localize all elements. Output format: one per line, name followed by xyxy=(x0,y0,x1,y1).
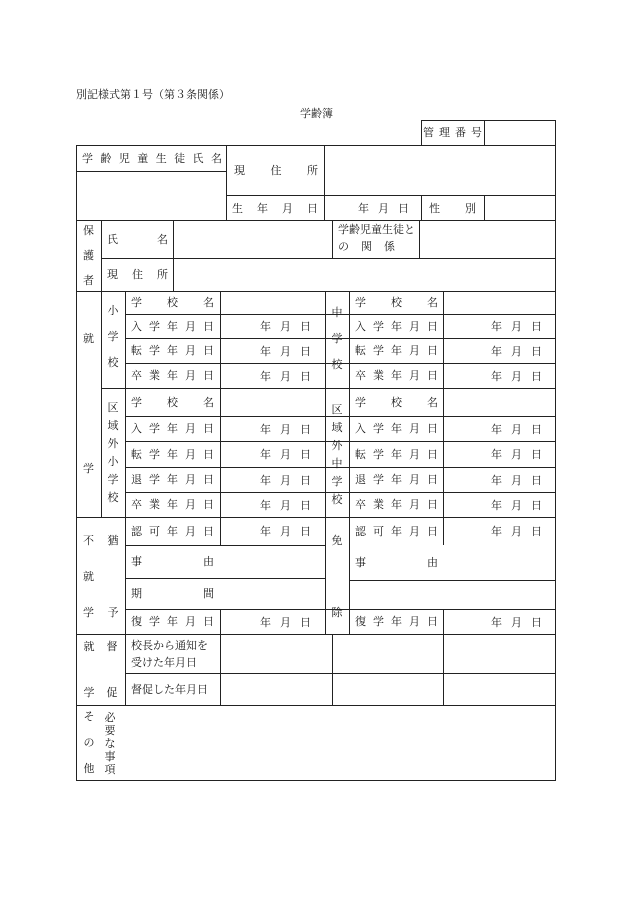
mid-admission-ymd: 年月日 xyxy=(491,320,551,333)
elem-graduation-ymd: 年月日 xyxy=(260,369,320,383)
elem-out-admission-date[interactable] xyxy=(226,416,320,441)
sex-field[interactable] xyxy=(488,198,552,218)
notice-field-2[interactable] xyxy=(336,637,440,670)
mid-out-transfer-ymd: 年月日 xyxy=(491,448,551,461)
urge-section-right xyxy=(105,640,119,700)
postpone-reason-label: 事 由 xyxy=(131,555,214,568)
mid-out-graduation-ymd: 年月日 xyxy=(491,498,551,512)
other-items-label: 必 要 な 事 項 xyxy=(104,710,116,776)
elem-school-label: 小 学 校 xyxy=(107,304,119,369)
kanri-value-field[interactable] xyxy=(488,122,552,143)
elem-school-name-label: 学 校 名 xyxy=(131,296,214,309)
elem-out-graduation-date[interactable] xyxy=(226,492,320,517)
elem-admission-ymd: 年月日 xyxy=(260,320,320,333)
exempt-label: 免 除 xyxy=(331,534,343,619)
mid-out-withdrawal-ymd: 年月日 xyxy=(491,473,551,487)
elem-school-name-field[interactable] xyxy=(224,293,322,312)
exempt-permit-ymd: 年月日 xyxy=(491,525,551,538)
elem-out-transfer-date[interactable] xyxy=(226,441,320,467)
postpone-period-field[interactable] xyxy=(224,581,322,606)
elem-out-name-label: 学 校 名 xyxy=(131,395,214,409)
elem-out-admission-ymd: 年月日 xyxy=(260,422,320,436)
exempt-reinstate-ymd: 年月日 xyxy=(491,615,551,629)
urged-field-3[interactable] xyxy=(447,676,552,702)
postpone-permit-label: 認 可 年 月 日 xyxy=(131,524,214,538)
guardian-name-field[interactable] xyxy=(177,223,329,255)
urged-field-1[interactable] xyxy=(224,676,329,702)
reinstate-ymd: 年月日 xyxy=(260,615,320,629)
elem-admission-label: 入 学 年 月 日 xyxy=(131,319,214,333)
elem-admission-date[interactable] xyxy=(226,314,320,338)
student-address-label: 現 住 所 xyxy=(234,163,318,177)
form-id: 別記様式第１号（第３条関係） xyxy=(76,88,230,101)
mid-school-label: 中 学 校 xyxy=(331,306,343,371)
mid-out-withdrawal-label: 退 学 年 月 日 xyxy=(355,473,438,486)
notice-label xyxy=(131,637,219,671)
elem-out-withdrawal-ymd: 年月日 xyxy=(260,473,320,487)
elem-out-withdrawal-label: 退 学 年 月 日 xyxy=(131,473,214,486)
postpone-reason-field[interactable] xyxy=(224,548,322,575)
elem-out-transfer-ymd: 年月日 xyxy=(260,448,320,461)
elem-out-name-field[interactable] xyxy=(224,391,322,413)
mid-graduation-ymd: 年月日 xyxy=(491,369,551,383)
postpone-permit-ymd: 年月日 xyxy=(260,525,320,538)
postpone-permit-date[interactable] xyxy=(226,517,320,545)
elem-out-graduation-ymd: 年月日 xyxy=(260,498,320,512)
urge-section-label xyxy=(76,634,125,705)
birth-label: 生 年 月 日 xyxy=(232,201,318,215)
birth-ymd: 年月日 xyxy=(358,202,418,215)
notice-line1: 校長から通知を xyxy=(131,639,208,652)
shugaku-section-label: 就 学 xyxy=(83,332,94,475)
mid-school-name-label: 学 校 名 xyxy=(355,296,438,309)
postpone-label: 猶 予 xyxy=(107,534,119,619)
elem-transfer-date[interactable] xyxy=(226,338,320,363)
kanri-label: 管 理 番 号 xyxy=(423,126,482,139)
mid-transfer-label: 転 学 年 月 日 xyxy=(355,344,438,357)
mid-out-admission-label: 入 学 年 月 日 xyxy=(355,422,438,435)
reinstate-date[interactable] xyxy=(226,609,320,634)
mid-transfer-ymd: 年月日 xyxy=(491,344,551,358)
elem-transfer-ymd: 年月日 xyxy=(260,344,320,358)
elem-out-transfer-label: 転 学 年 月 日 xyxy=(131,447,214,461)
mid-out-graduation-label: 卒 業 年 月 日 xyxy=(355,498,438,511)
mid-out-admission-date[interactable] xyxy=(449,416,551,441)
urge-shu: 就 学 xyxy=(83,640,95,699)
exempt-reason-field[interactable] xyxy=(447,548,552,577)
elem-graduation-date[interactable] xyxy=(226,363,320,388)
exempt-reinstate-label: 復 学 年 月 日 xyxy=(355,615,438,628)
exempt-permit-label: 認 可 年 月 日 xyxy=(355,524,438,538)
guardian-address-field[interactable] xyxy=(177,261,552,288)
mid-out-withdrawal-date[interactable] xyxy=(449,467,551,492)
mid-out-name-label: 学 校 名 xyxy=(355,395,438,409)
exempt-permit-date[interactable] xyxy=(449,517,551,545)
form-title: 学齢簿 xyxy=(300,107,333,120)
exempt-reason-label: 事 由 xyxy=(355,556,438,569)
guardian-name-label: 氏 名 xyxy=(107,232,168,246)
notice-field-3[interactable] xyxy=(447,637,552,670)
mid-graduation-label: 卒 業 年 月 日 xyxy=(355,369,438,382)
mid-school-name-field[interactable] xyxy=(447,293,552,312)
guardian-address-label: 現 住 所 xyxy=(107,268,168,281)
sex-label: 性 別 xyxy=(429,201,476,215)
relation-label xyxy=(338,221,418,255)
postpone-period-label: 期 間 xyxy=(131,587,214,600)
mid-transfer-date[interactable] xyxy=(449,338,551,363)
notice-field-1[interactable] xyxy=(224,637,329,670)
mid-admission-date[interactable] xyxy=(449,314,551,338)
birth-date-field[interactable] xyxy=(326,196,418,220)
elem-transfer-label: 転 学 年 月 日 xyxy=(131,344,214,357)
mid-out-name-field[interactable] xyxy=(447,391,552,413)
student-name-label: 学 齢 児 童 生 徒 氏 名 xyxy=(82,151,222,165)
guardian-section-label: 保 護 者 xyxy=(83,224,94,287)
urge-section-left xyxy=(82,640,96,700)
student-address-field[interactable] xyxy=(328,148,552,192)
urge-tokusoku: 督 促 xyxy=(106,640,118,699)
mid-out-graduation-date[interactable] xyxy=(449,492,551,517)
exempt-reinstate-date[interactable] xyxy=(449,609,551,634)
mid-out-admission-ymd: 年月日 xyxy=(491,422,551,436)
mid-out-transfer-label: 転 学 年 月 日 xyxy=(355,447,438,461)
elem-out-withdrawal-date[interactable] xyxy=(226,467,320,492)
mid-out-school-label: 区 域 外 中 学 校 xyxy=(331,403,343,506)
relation-line1: 学齢児童生徒と xyxy=(338,223,415,236)
relation-line2: の関係 xyxy=(338,240,407,253)
mid-graduation-date[interactable] xyxy=(449,363,551,388)
mid-admission-label: 入 学 年 月 日 xyxy=(355,319,438,333)
elem-out-graduation-label: 卒 業 年 月 日 xyxy=(131,498,214,511)
other-items-field[interactable] xyxy=(129,708,552,777)
elem-out-school-label: 区 域 外 小 学 校 xyxy=(107,401,119,504)
reinstate-label: 復 学 年 月 日 xyxy=(131,615,214,628)
notice-line2: 受けた年月日 xyxy=(131,656,197,669)
elem-out-admission-label: 入 学 年 月 日 xyxy=(131,422,214,435)
relation-field[interactable] xyxy=(423,223,552,255)
elem-graduation-label: 卒 業 年 月 日 xyxy=(131,369,214,382)
urged-label: 督促した年月日 xyxy=(131,682,208,696)
other-section-label: そ の 他 xyxy=(83,710,95,775)
student-name-field[interactable] xyxy=(80,174,223,218)
exemption-section-label: 不 就 学 xyxy=(83,534,94,619)
urged-field-2[interactable] xyxy=(336,676,440,702)
mid-out-transfer-date[interactable] xyxy=(449,441,551,467)
